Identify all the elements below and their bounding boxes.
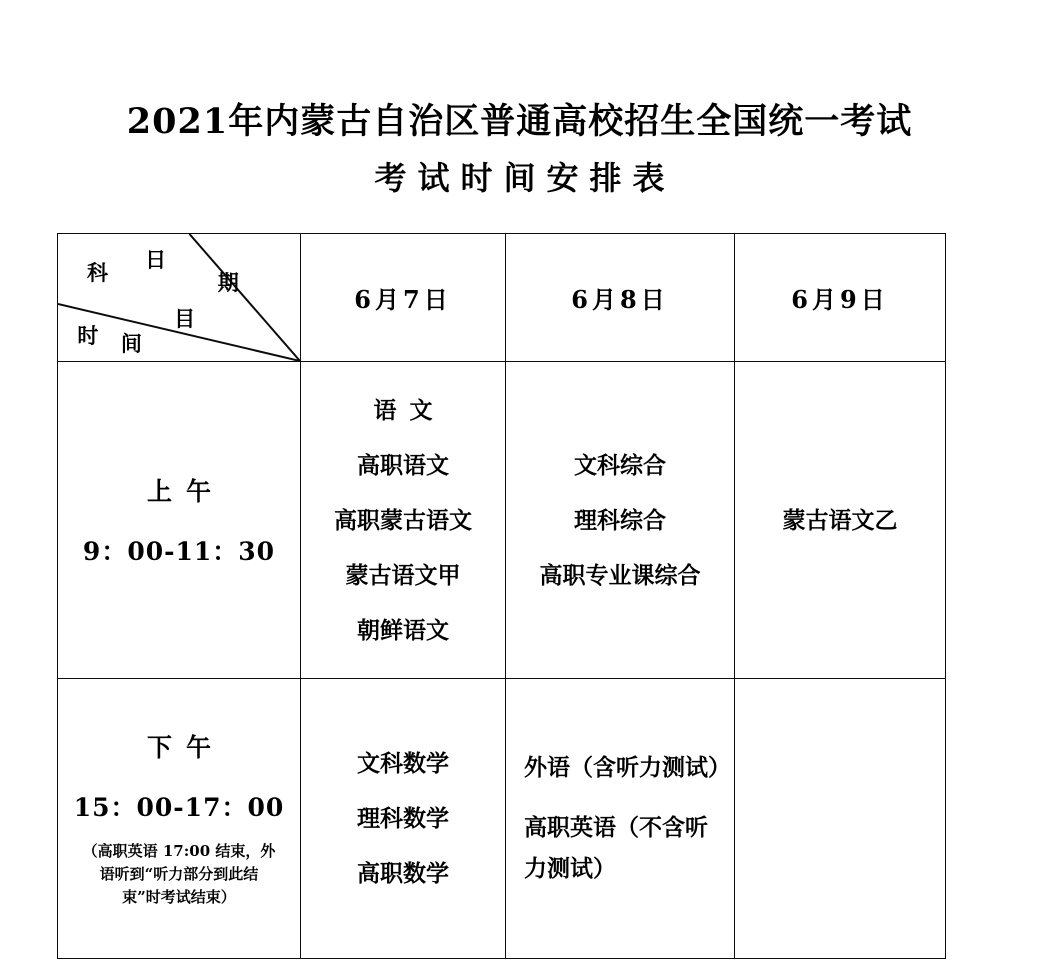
subject-item: 文科综合 xyxy=(574,451,666,479)
subject-item: 蒙古语文甲 xyxy=(345,561,461,589)
corner-label-subject-2: 目 xyxy=(174,305,196,331)
timeslot-name-afternoon: 下午 xyxy=(146,732,225,762)
corner-header-cell xyxy=(58,234,301,362)
table-row xyxy=(58,362,946,679)
subject-item: 语文 xyxy=(373,396,446,424)
exam-schedule-table xyxy=(57,233,946,959)
subject-paragraph: 高职英语（不含听力测试） xyxy=(524,814,708,882)
subject-item: 文科数学 xyxy=(357,750,449,777)
table-header-row xyxy=(58,234,946,362)
subject-item: 高职语文 xyxy=(357,451,449,479)
table-row xyxy=(58,679,946,959)
column-header-june-7: 6月7日 xyxy=(301,234,506,362)
column-header-june-9: 6月9日 xyxy=(735,234,946,362)
timeslot-note-line: 束”时考试结束） xyxy=(122,888,236,907)
timeslot-cell-afternoon xyxy=(58,679,301,959)
timeslot-name-morning: 上午 xyxy=(146,477,225,506)
subject-item: 高职数学 xyxy=(357,860,449,887)
subject-item: 高职专业课综合 xyxy=(539,561,701,589)
subject-item: 理科数学 xyxy=(357,805,449,832)
timeslot-range-afternoon: 15：00-17：00 xyxy=(73,792,285,822)
timeslot-note-line: （高职英语 17:00 结束，外 xyxy=(82,841,276,860)
corner-label-date-2: 期 xyxy=(217,270,239,296)
empty-cell-content xyxy=(735,679,945,958)
timeslot-range-morning: 9：00-11：30 xyxy=(82,537,276,566)
page-title: 2021年内蒙古自治区普通高校招生全国统一考试 xyxy=(126,101,913,142)
subject-paragraph: 外语（含听力测试） xyxy=(524,754,731,782)
timeslot-note xyxy=(71,840,287,910)
corner-label-date-1: 日 xyxy=(145,247,167,273)
cell-june-7-morning xyxy=(301,362,506,679)
timeslot-cell-morning xyxy=(58,362,301,679)
subject-item: 理科综合 xyxy=(574,506,666,534)
subject-item: 蒙古语文乙 xyxy=(782,506,898,534)
subject-item: 朝鲜语文 xyxy=(357,616,449,644)
page-subtitle: 考试时间安排表 xyxy=(374,158,676,197)
cell-june-8-morning xyxy=(506,362,735,679)
corner-label-subject-1: 科 xyxy=(87,259,109,285)
corner-label-time-1: 时 xyxy=(77,323,99,349)
timeslot-note-line: 语听到“听力部分到此结 xyxy=(99,864,259,883)
cell-june-9-morning xyxy=(735,362,946,679)
cell-june-7-afternoon xyxy=(301,679,506,959)
cell-june-8-afternoon xyxy=(506,679,735,959)
column-header-june-8: 6月8日 xyxy=(506,234,735,362)
corner-label-time-2: 间 xyxy=(120,331,142,357)
document-title-block xyxy=(0,100,1039,198)
cell-june-9-afternoon xyxy=(735,679,946,959)
subject-item: 高职蒙古语文 xyxy=(334,506,472,534)
